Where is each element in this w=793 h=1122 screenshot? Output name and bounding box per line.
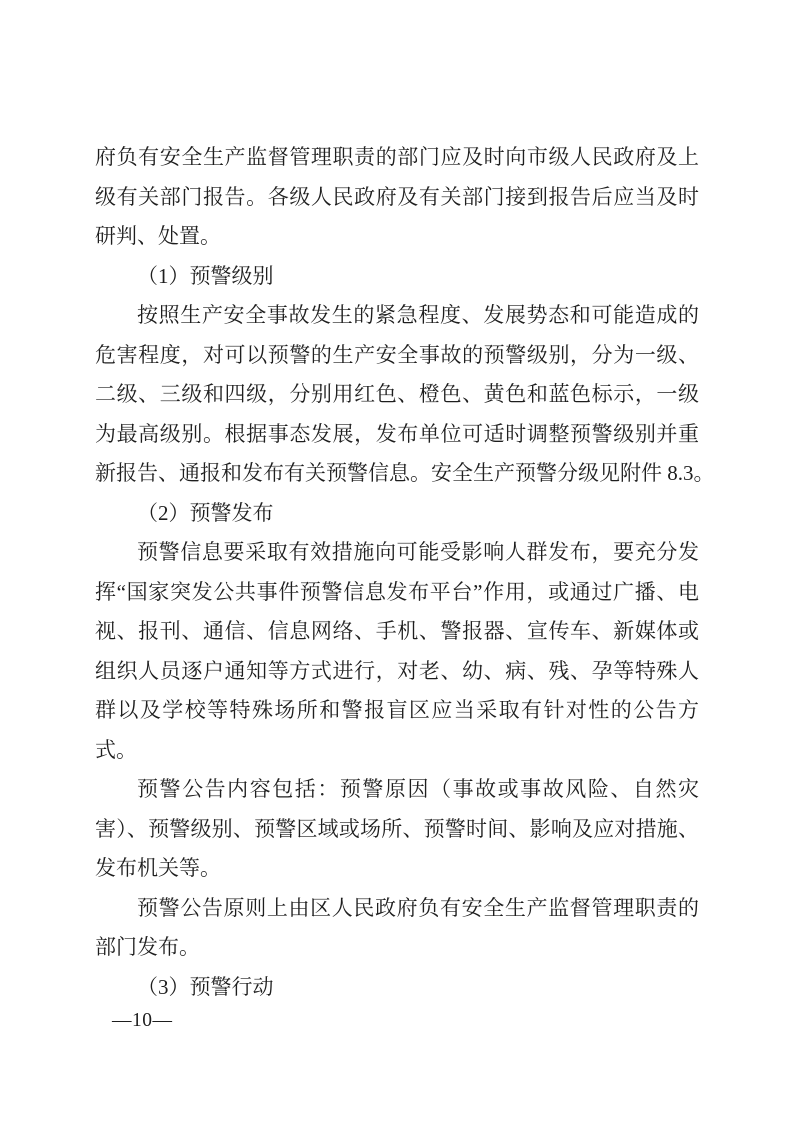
attachment-reference: 8.3。 bbox=[662, 461, 715, 485]
para-warning-level-detail bbox=[95, 296, 715, 494]
heading-warning-action: （3）预警行动 bbox=[137, 974, 274, 999]
para-warning-announcement-content: 预警公告内容包括：预警原因（事故或事故风险、自然灾害）、预警级别、预警区域或场所、预警时间、影响及应对措施、发布机关等。 bbox=[95, 777, 699, 880]
heading-warning-release: （2）预警发布 bbox=[137, 500, 274, 525]
heading-warning-level: （1）预警级别 bbox=[137, 263, 274, 288]
document-body bbox=[95, 138, 715, 1007]
para-report-handling: 府负有安全生产监督管理职责的部门应及时向市级人民政府及上级有关部门报告。各级人民政府及有关部门接到报告后应当及时研判、处置。 bbox=[95, 145, 699, 248]
page-number: —10— bbox=[112, 1010, 173, 1031]
para-warning-announcement-issuer: 预警公告原则上由区人民政府负有安全生产监督管理职责的部门发布。 bbox=[95, 895, 699, 959]
para-warning-release-channels: 预警信息要采取有效措施向可能受影响人群发布，要充分发挥“国家突发公共事件预警信息发布平台”作用，或通过广播、电视、报刊、通信、信息网络、手机、警报器、宣传车、新媒体或组织人员逐户通知等方式进行，对老、幼、病、残、孕等特殊人群以及学校等特殊场所和警报盲区应当采取有针对性的公告方式。 bbox=[95, 540, 699, 762]
para-warning-level-detail-text: 按照生产安全事故发生的紧急程度、发展势态和可能造成的危害程度，对可以预警的生产安全事故的预警级别，分为一级、二级、三级和四级，分别用红色、橙色、黄色和蓝色标示，一级为最高级别。根据事态发展，发布单位可适时调整预警级别并重新报告、通报和发布有关预警信息。安全生产预警分级见附件 bbox=[95, 303, 699, 485]
